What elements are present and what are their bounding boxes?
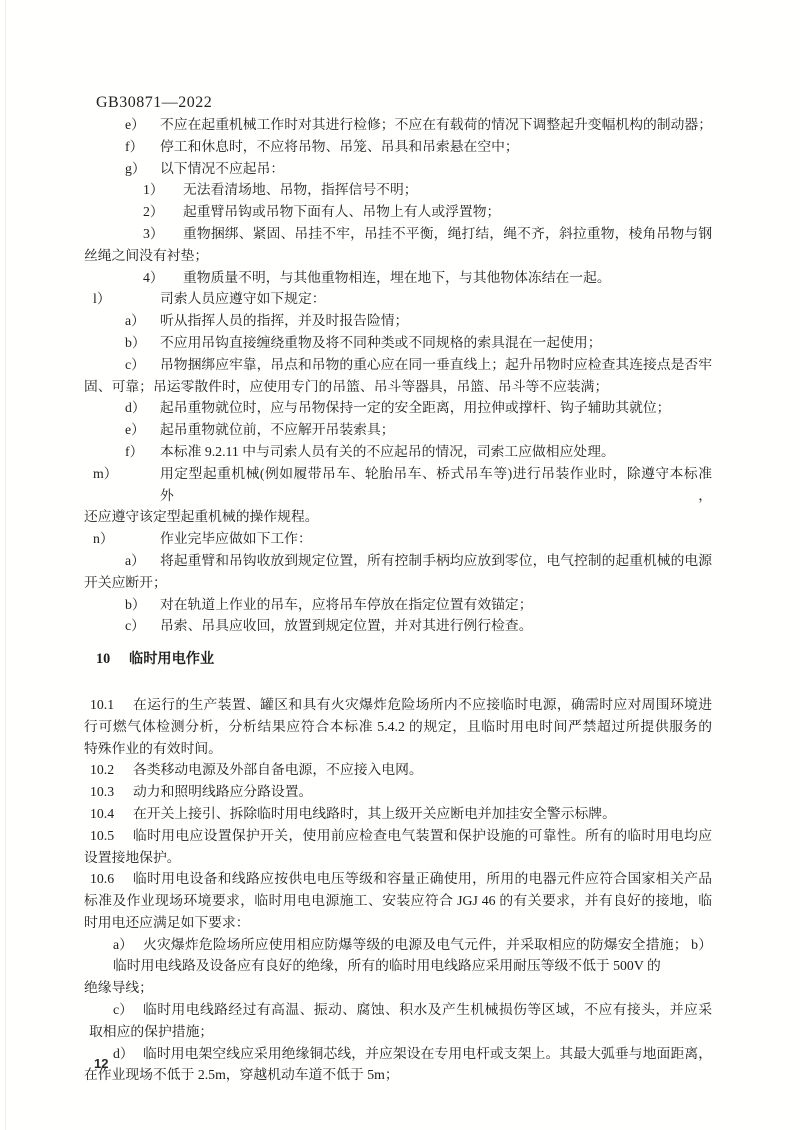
line-text: 临时用电架空线应采用绝缘铜芯线，并应架设在专用电杆或支架上。其最大弧垂与地面距离，: [143, 1045, 712, 1061]
line-label: 3）: [143, 225, 164, 241]
text-line: [84, 912, 712, 934]
line-label: f）: [125, 138, 144, 154]
line-label: 10.1: [90, 696, 115, 712]
line-text: 绝缘导线；: [84, 980, 153, 996]
text-line: [84, 288, 712, 310]
line-text: 标准及作业现场环境要求，临时用电电源施工、安装应符合 JGJ 46 的有关要求，并有良好的接地，临: [84, 893, 712, 909]
line-text: 停工和休息时，不应将吊物、吊笼、吊具和吊索悬在空中；: [160, 138, 519, 154]
line-label: n）: [93, 531, 114, 547]
text-line: [84, 463, 712, 507]
line-label: 1）: [143, 182, 164, 198]
line-text: 火灾爆炸危险场所应使用相应防爆等级的电源及电气元件，并采取相应的防爆安全措施； b）: [143, 936, 712, 952]
line-label: b）: [125, 596, 146, 612]
text-line: [84, 615, 712, 637]
line-label: e）: [125, 117, 145, 132]
text-line: [84, 977, 712, 999]
line-label: c）: [125, 356, 145, 372]
line-text: 临时用电线路及设备应有良好的绝缘，所有的临时用电线路应采用耐压等级不低于 500V 的: [113, 958, 661, 974]
line-text: 作业完毕应做如下工作：: [160, 531, 312, 547]
line-text: 不应用吊钩直接缠绕重物及将不同种类或不同规格的索具混在一起使用；: [160, 334, 602, 350]
text-line: [84, 868, 712, 890]
text-line: [84, 934, 712, 956]
text-line: [84, 506, 712, 528]
text-line: [84, 397, 712, 419]
text-line: [84, 528, 712, 550]
line-text: 开关应断开；: [84, 574, 167, 590]
text-line: [84, 419, 712, 441]
line-text: 特殊作业的有效时间。: [84, 740, 222, 756]
line-text: 时用电还应满足如下要求：: [84, 914, 250, 930]
text-line: [84, 716, 712, 738]
line-text: 动力和照明线路应分路设置。: [133, 784, 313, 800]
line-label: b）: [125, 334, 146, 350]
document-code: GB30871—2022: [96, 94, 213, 111]
line-text: 设置接地保护。: [84, 849, 181, 865]
line-text: 起重臂吊钩或吊物下面有人、吊物上有人或浮置物；: [183, 204, 501, 220]
text-line: [84, 376, 712, 398]
line-text: 临时用电线路经过有高温、振动、腐蚀、积水及产生机械损伤等区域，不应有接头，并应采: [143, 1002, 712, 1018]
text-line: [84, 267, 712, 289]
text-line: [84, 136, 712, 158]
line-text: 不应在起重机械工作时对其进行检修；不应在有载荷的情况下调整起升变幅机构的制动器；: [160, 117, 712, 132]
line-text: 临时用电设备和线路应按供电电压等级和容量正确使用，所用的电器元件应符合国家相关产品: [133, 871, 712, 887]
line-text: 重物捆绑、紧固、吊挂不牢，吊挂不平衡，绳打结，绳不齐，斜拉重物，棱角吊物与钢: [183, 225, 712, 241]
line-label: 10.5: [90, 827, 115, 843]
line-text: 无法看清场地、吊物，指挥信号不明；: [183, 182, 418, 198]
text-line: [84, 999, 712, 1021]
text-line: [84, 245, 712, 267]
line-text: 对在轨道上作业的吊车，应将吊车停放在指定位置有效锚定；: [160, 596, 533, 612]
text-line: [84, 738, 712, 760]
text-line: [84, 158, 712, 180]
line-label: 10.3: [90, 784, 115, 800]
text-line: [84, 825, 712, 847]
line-text: 吊索、吊具应收回，放置到规定位置，并对其进行例行检查。: [160, 618, 533, 634]
line-text: 在作业现场不低于 2.5m，穿越机动车道不低于 5m；: [84, 1067, 399, 1083]
line-text: 起吊重物就位前，不应解开吊装索具；: [160, 422, 395, 438]
text-line: [84, 594, 712, 616]
line-text: 以下情况不应起吊：: [160, 160, 285, 176]
text-line: [84, 955, 712, 977]
text-line: [84, 550, 712, 572]
line-text: 丝绳之间没有衬垫；: [84, 247, 209, 263]
line-text: 在开关上接引、拆除临时用电线路时，其上级开关应断电并加挂安全警示标牌。: [133, 805, 616, 821]
line-text: 听从指挥人员的指挥，并及时报告险情；: [160, 313, 409, 329]
line-text: 行可燃气体检测分析，分析结果应符合本标准 5.4.2 的规定，且临时用电时间严禁超过所提供服务的: [84, 718, 712, 734]
line-label: c）: [125, 618, 145, 634]
text-line: [84, 179, 712, 201]
line-label: 10: [96, 651, 111, 668]
text-line: [84, 1021, 712, 1043]
line-text: 取相应的保护措施；: [89, 1023, 214, 1039]
line-text: 在运行的生产装置、罐区和具有火灾爆炸危险场所内不应接临时电源，确需时应对周围环境进: [133, 696, 712, 712]
section-heading: [84, 649, 712, 671]
line-label: a）: [125, 313, 145, 329]
line-label: 10.6: [90, 871, 115, 887]
line-text: 固、可靠；吊运零散件时，应使用专门的吊篮、吊斗等器具，吊篮、吊斗等不应装满；: [84, 378, 609, 394]
page-number: 12: [94, 1056, 109, 1071]
line-label: 4）: [143, 269, 164, 285]
text-line: [84, 847, 712, 869]
line-label: 10.4: [90, 805, 115, 821]
text-line: [84, 201, 712, 223]
text-line: [84, 572, 712, 594]
line-label: c）: [113, 1002, 133, 1018]
text-line: [84, 781, 712, 803]
line-label: 2）: [143, 204, 164, 220]
line-label: a）: [125, 552, 145, 568]
text-line: [84, 694, 712, 716]
line-label: f）: [125, 443, 144, 459]
text-line: [84, 759, 712, 781]
text-line: [84, 1043, 712, 1065]
line-label: d）: [125, 400, 146, 416]
line-text: 起吊重物就位时，应与吊物保持一定的安全距离，用拉伸或撑杆、钩子辅助其就位；: [160, 400, 671, 416]
text-line: [84, 441, 712, 463]
line-text: 将起重臂和吊钩收放到规定位置，所有控制手柄均应放到零位，电气控制的起重机械的电源: [160, 552, 712, 568]
text-line: [84, 1064, 712, 1086]
text-line: [84, 354, 712, 376]
text-line: [84, 890, 712, 912]
line-label: g）: [125, 160, 146, 176]
text-line: [84, 310, 712, 332]
line-label: l）: [93, 291, 111, 307]
line-text: 各类移动电源及外部自备电源，不应接入电网。: [133, 762, 423, 778]
line-label: a）: [113, 936, 133, 952]
line-label: d）: [113, 1045, 134, 1061]
line-text: 重物质量不明，与其他重物相连，埋在地下，与其他物体冻结在一起。: [183, 269, 611, 285]
line-text: 临时用电作业: [129, 651, 215, 668]
text-line: [84, 223, 712, 245]
text-line: [84, 332, 712, 354]
line-label: 10.2: [90, 762, 115, 778]
line-text: 本标准 9.2.11 中与司索人员有关的不应起吊的情况，司索工应做相应处理。: [160, 443, 615, 459]
line-text: 用定型起重机械(例如履带吊车、轮胎吊车、桥式吊车等)进行吊装作业时，除遵守本标准外，: [160, 465, 712, 503]
line-text: 还应遵守该定型起重机械的操作规程。: [84, 509, 319, 525]
line-text: 司索人员应遵守如下规定：: [160, 291, 326, 307]
line-text: 临时用电应设置保护开关，使用前应检查电气装置和保护设施的可靠性。所有的临时用电均应: [133, 827, 712, 843]
line-label: m）: [93, 465, 118, 481]
text-line: [84, 114, 712, 136]
line-text: 吊物捆绑应牢靠，吊点和吊物的重心应在同一垂直线上；起升吊物时应检查其连接点是否牢: [160, 356, 712, 372]
document-body: [84, 114, 712, 1086]
line-label: e）: [125, 422, 145, 438]
text-line: [84, 803, 712, 825]
